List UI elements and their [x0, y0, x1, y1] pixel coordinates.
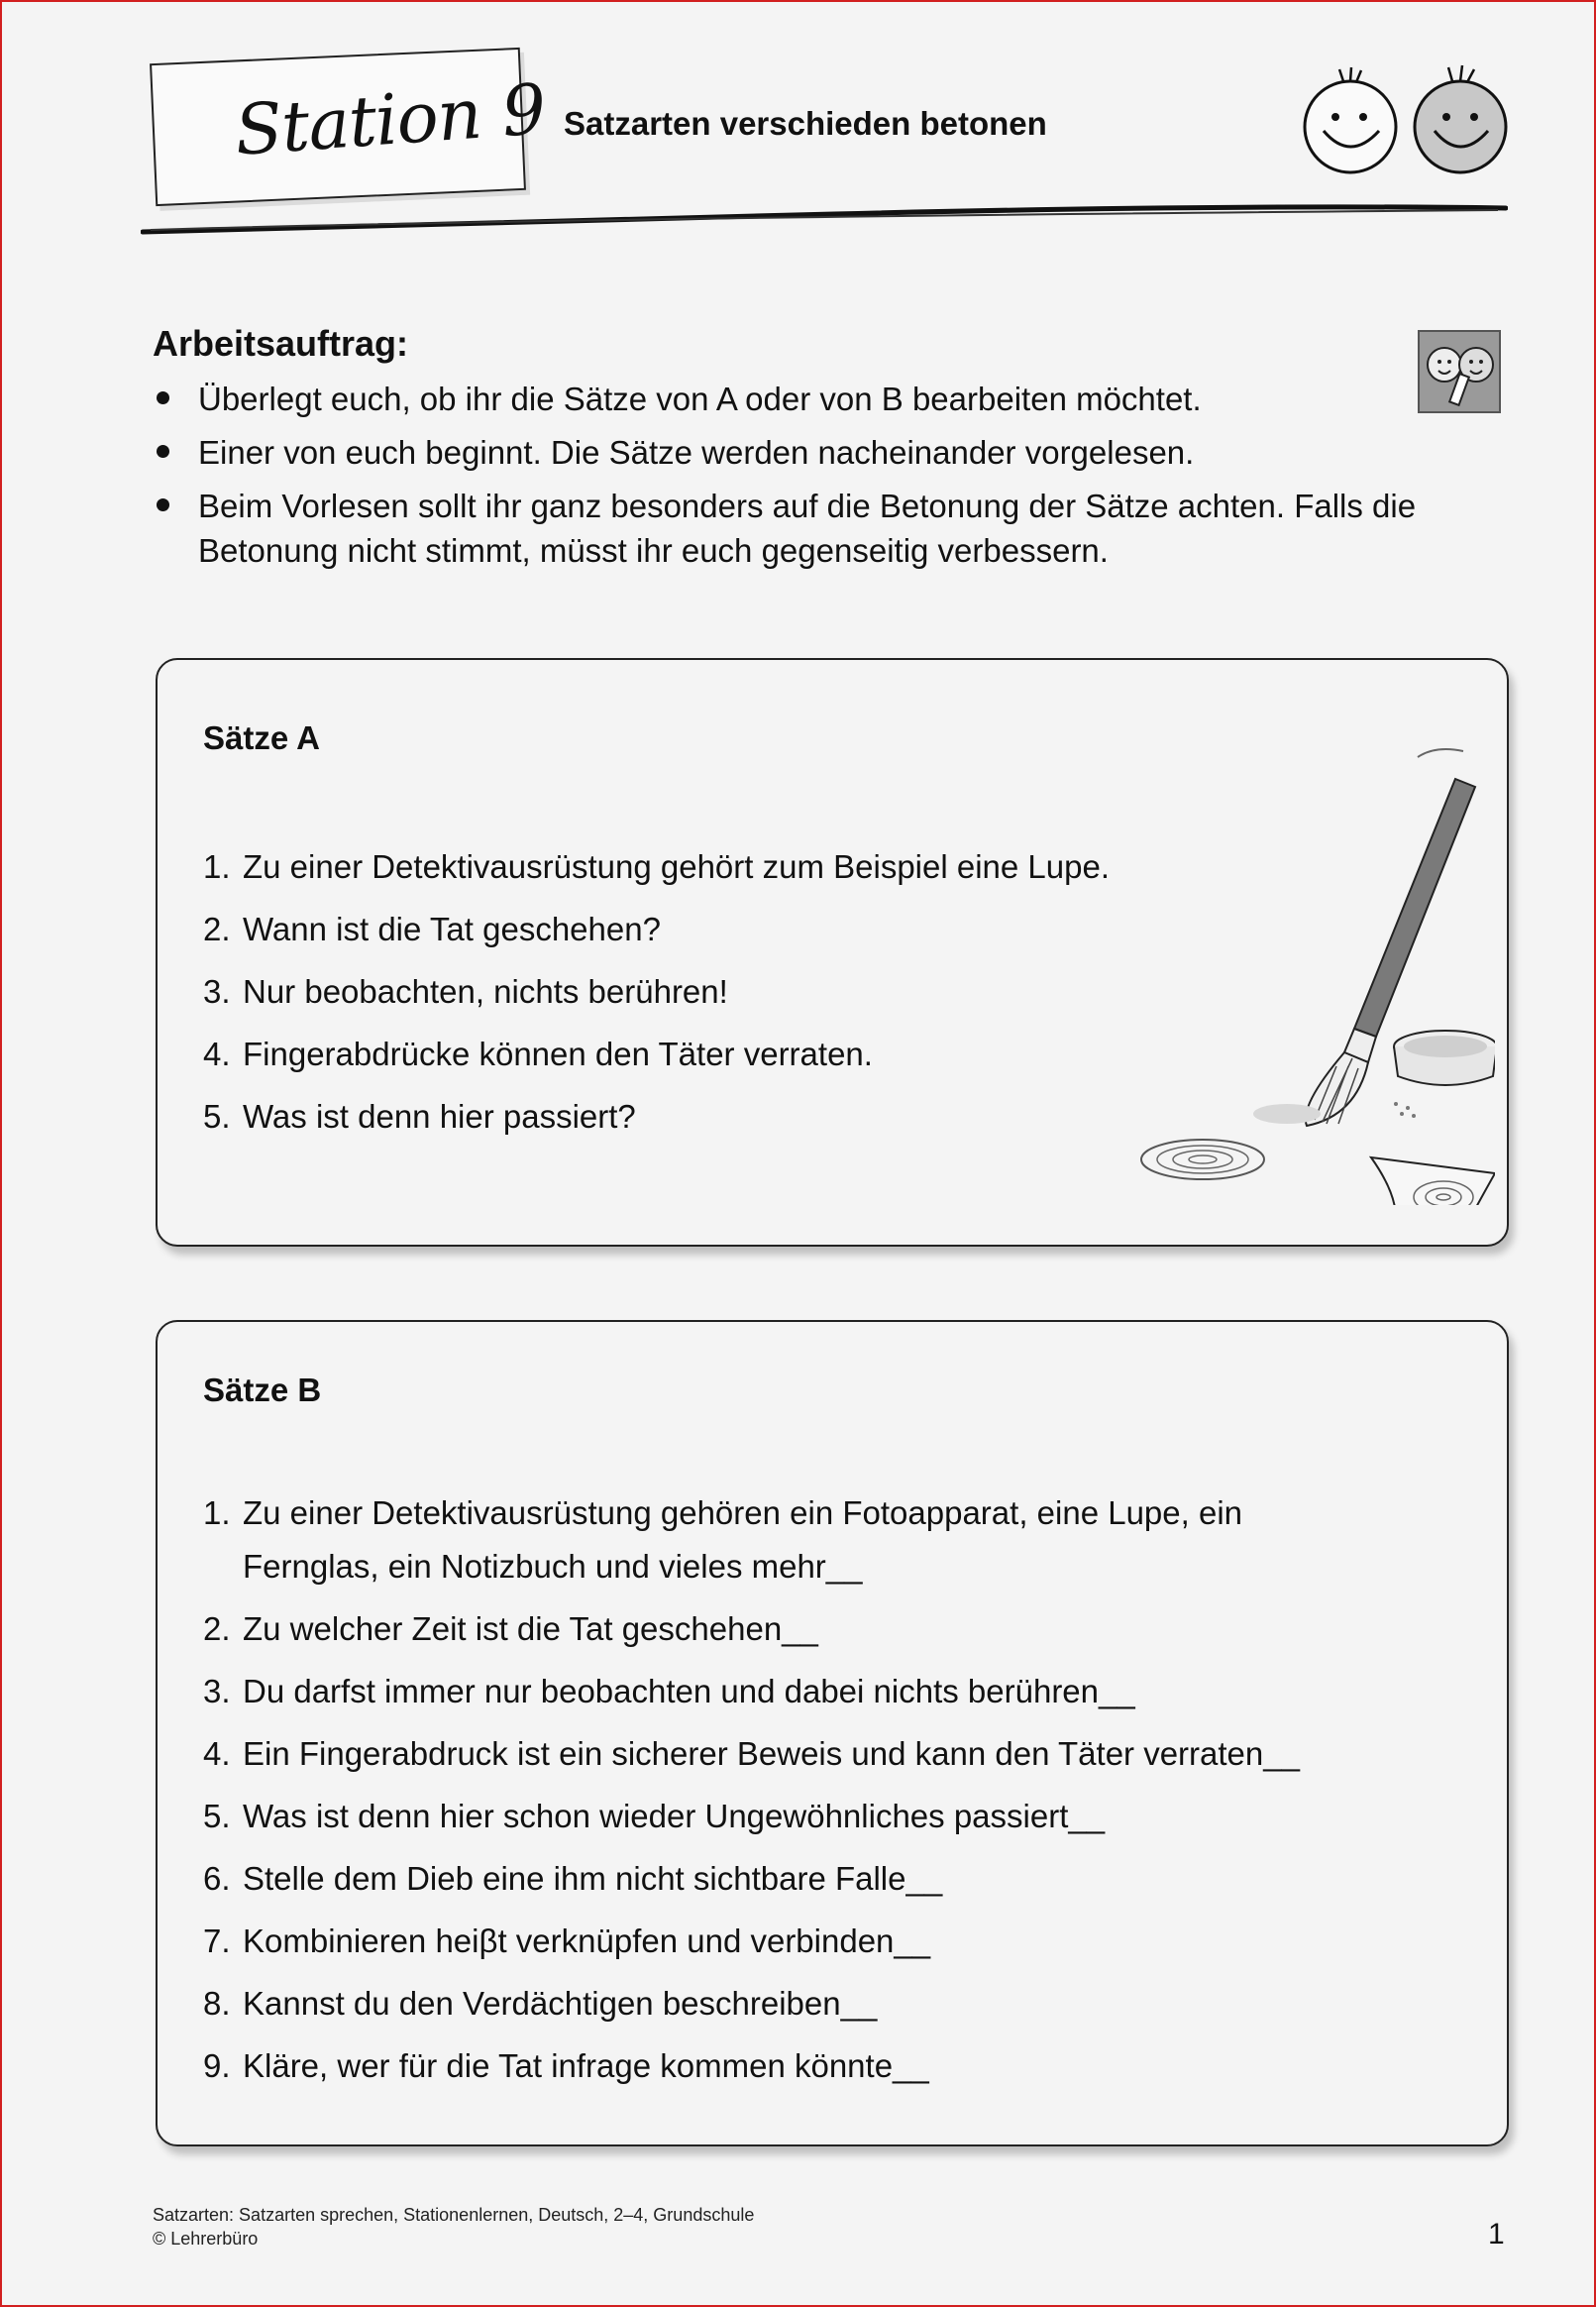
item-text: Zu einer Detektivausrüstung gehört zum Beispiel eine Lupe. — [243, 848, 1110, 885]
task-bullet — [153, 377, 1421, 421]
item-text: Du darfst immer nur beobachten und dabei nichts berühren__ — [243, 1673, 1135, 1709]
item-text: Zu welcher Zeit ist die Tat geschehen__ — [243, 1610, 818, 1647]
item-number: 5. — [203, 1798, 231, 1834]
list-item — [203, 1915, 1432, 1968]
list-item — [203, 2039, 1432, 2093]
item-text: Nur beobachten, nichts berühren! — [243, 973, 728, 1010]
item-number: 1. — [203, 1494, 231, 1531]
smiley-faces-icon — [1296, 59, 1518, 178]
item-number: 5. — [203, 1098, 231, 1135]
item-number: 3. — [203, 1673, 231, 1709]
item-number: 2. — [203, 911, 231, 947]
task-bullet-text: Überlegt euch, ob ihr die Sätze von A oder von B bearbeiten möchtet. — [198, 381, 1202, 417]
list-item — [203, 1602, 1432, 1656]
item-text: Was ist denn hier schon wieder Ungewöhnliches passiert__ — [243, 1798, 1106, 1834]
task-bullet-text: Einer von euch beginnt. Die Sätze werden nacheinander vorgelesen. — [198, 434, 1195, 471]
bullet-dot-icon — [157, 498, 169, 511]
task-heading: Arbeitsauftrag: — [153, 323, 409, 364]
item-number: 3. — [203, 973, 231, 1010]
footer-source — [153, 2203, 754, 2251]
task-bullet-text: Beim Vorlesen sollt ihr ganz besonders auf die Betonung der Sätze achten. Falls die Betonung nicht stimmt, müsst ihr euch gegenseitig verbessern. — [198, 488, 1417, 569]
item-number: 8. — [203, 1985, 231, 2022]
list-item — [203, 1790, 1432, 1843]
footer-source-line: Satzarten: Satzarten sprechen, Stationenlernen, Deutsch, 2–4, Grundschule — [153, 2205, 755, 2225]
item-number: 4. — [203, 1036, 231, 1072]
list-item — [203, 1977, 1432, 2031]
item-text: Was ist denn hier passiert? — [243, 1098, 636, 1135]
card-a-title: Sätze A — [203, 719, 320, 756]
task-bullet — [153, 484, 1421, 573]
item-text: Kombinieren heiβt verknüpfen und verbinden__ — [243, 1922, 931, 1959]
item-text: Wann ist die Tat geschehen? — [243, 911, 661, 947]
sentence-list-b — [203, 1486, 1432, 2102]
item-number: 2. — [203, 1610, 231, 1647]
page-title: Satzarten verschieden betonen — [564, 105, 1047, 142]
fingerprint-brush-icon — [1039, 710, 1495, 1205]
page-number: 1 — [1488, 2218, 1505, 2251]
task-bullet-list — [153, 377, 1421, 582]
bullet-dot-icon — [157, 445, 169, 458]
sentences-b-card — [156, 1320, 1509, 2146]
item-text: Stelle dem Dieb eine ihm nicht sichtbare Falle__ — [243, 1860, 943, 1897]
station-label: Station 9 — [232, 68, 548, 171]
item-number: 7. — [203, 1922, 231, 1959]
task-bullet — [153, 430, 1421, 475]
item-number: 1. — [203, 848, 231, 885]
list-item — [203, 1852, 1432, 1906]
item-text: Kannst du den Verdächtigen beschreiben__ — [243, 1985, 878, 2022]
item-number: 4. — [203, 1735, 231, 1772]
header-divider — [141, 196, 1508, 236]
partner-work-icon — [1417, 329, 1502, 414]
bullet-dot-icon — [157, 391, 169, 404]
item-text: Zu einer Detektivausrüstung gehören ein Fotoapparat, eine Lupe, ein Fernglas, ein Notizbuch und vieles mehr__ — [243, 1494, 1242, 1585]
item-text: Fingerabdrücke können den Täter verraten. — [243, 1036, 873, 1072]
item-text: Ein Fingerabdruck ist ein sicherer Beweis und kann den Täter verraten__ — [243, 1735, 1300, 1772]
item-text: Kläre, wer für die Tat infrage kommen könnte__ — [243, 2047, 929, 2084]
item-number: 6. — [203, 1860, 231, 1897]
footer-copyright: © Lehrerbüro — [153, 2229, 259, 2249]
list-item — [203, 1486, 1303, 1593]
list-item — [203, 1727, 1432, 1781]
sentences-a-card — [156, 658, 1509, 1247]
card-b-title: Sätze B — [203, 1372, 322, 1408]
item-number: 9. — [203, 2047, 231, 2084]
list-item — [203, 1665, 1432, 1718]
